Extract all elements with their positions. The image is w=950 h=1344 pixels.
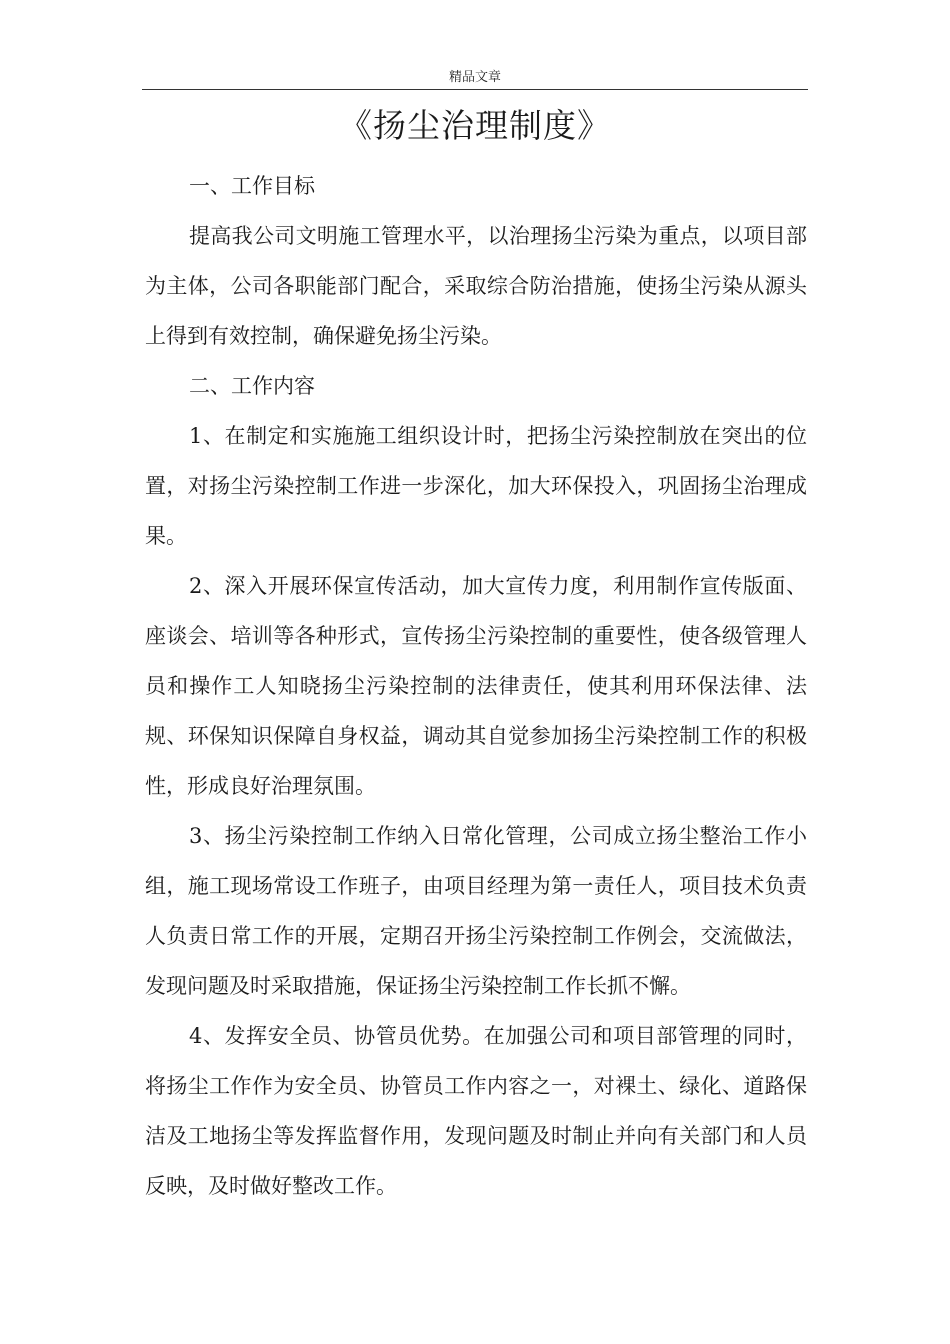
paragraph-goal: 提高我公司文明施工管理水平，以治理扬尘污染为重点，以项目部为主体，公司各职能部门配合，采取综合防治措施，使扬尘污染从源头上得到有效控制，确保避免扬尘污染。	[145, 224, 807, 348]
document-title: 《扬尘治理制度》	[339, 106, 611, 145]
header-divider	[142, 89, 808, 90]
paragraph-item-1: 1、在制定和实施施工组织设计时，把扬尘污染控制放在突出的位置，对扬尘污染控制工作进一步深化，加大环保投入，巩固扬尘治理成果。	[145, 424, 807, 548]
section-heading-goal: 一、工作目标	[189, 174, 315, 198]
paragraph-item-4: 4、发挥安全员、协管员优势。在加强公司和项目部管理的同时，将扬尘工作作为安全员、协管员工作内容之一，对裸土、绿化、道路保洁及工地扬尘等发挥监督作用，发现问题及时制止并向有关部门和人员反映，及时做好整改工作。	[145, 1024, 807, 1198]
page-header: 精品文章	[448, 70, 501, 85]
document-body	[145, 161, 807, 1211]
paragraph-item-3: 3、扬尘污染控制工作纳入日常化管理，公司成立扬尘整治工作小组，施工现场常设工作班子，由项目经理为第一责任人，项目技术负责人负责日常工作的开展，定期召开扬尘污染控制工作例会，交流做法，发现问题及时采取措施，保证扬尘污染控制工作长抓不懈。	[145, 824, 807, 998]
paragraph-item-2: 2、深入开展环保宣传活动，加大宣传力度，利用制作宣传版面、座谈会、培训等各种形式，宣传扬尘污染控制的重要性，使各级管理人员和操作工人知晓扬尘污染控制的法律责任，使其利用环保法律、法规、环保知识保障自身权益，调动其自觉参加扬尘污染控制工作的积极性，形成良好治理氛围。	[145, 574, 807, 798]
section-heading-content: 二、工作内容	[189, 374, 315, 398]
